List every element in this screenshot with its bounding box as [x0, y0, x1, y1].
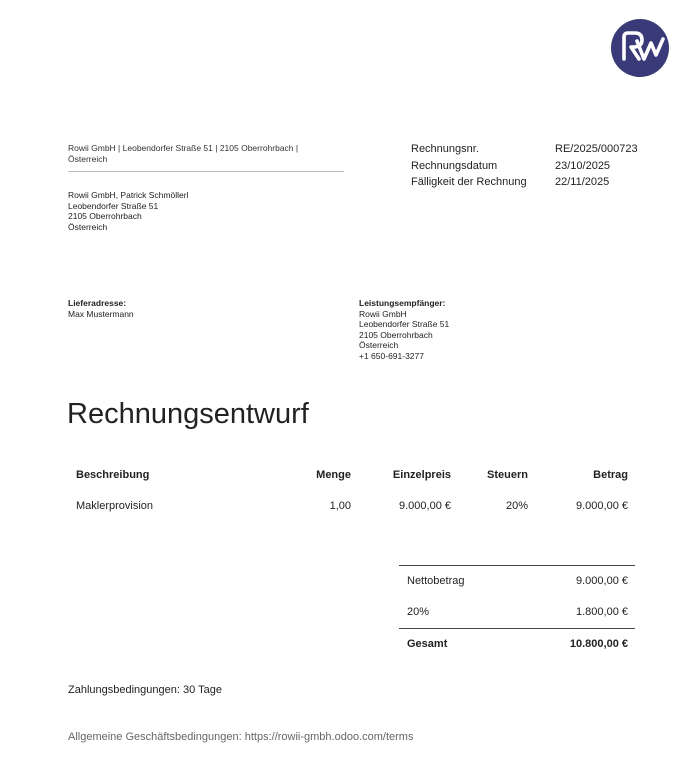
- header-quantity: Menge: [316, 469, 351, 481]
- net-amount-label: Nettobetrag: [407, 575, 465, 587]
- recipient-line: Leobendorfer Straße 51: [359, 319, 450, 329]
- customer-address-line: Rowii GmbH, Patrick Schmöllerl: [68, 190, 189, 200]
- sender-address-line: [68, 143, 344, 172]
- invoice-due-label: Fälligkeit der Rechnung: [411, 176, 527, 188]
- document-title: Rechnungsentwurf: [67, 398, 309, 430]
- header-amount: Betrag: [593, 469, 628, 481]
- customer-address-line: 2105 Oberrohrbach: [68, 211, 142, 221]
- delivery-address: [68, 298, 134, 319]
- recipient-line: Österreich: [359, 340, 399, 350]
- customer-address-line: Österreich: [68, 221, 108, 232]
- company-logo: [611, 19, 669, 77]
- payment-terms: Zahlungsbedingungen: 30 Tage: [68, 684, 222, 696]
- net-amount-row: [407, 575, 628, 587]
- customer-address: [68, 190, 188, 232]
- total-row: [407, 638, 628, 650]
- invoice-date-row: [411, 158, 638, 175]
- tax-amount-value: 1.800,00 €: [576, 606, 628, 618]
- recipient-phone: +1 650-691-3277: [359, 350, 424, 361]
- header-taxes: Steuern: [487, 469, 528, 481]
- sender-line-1: Rowii GmbH | Leobendorfer Straße 51 | 2105 Oberrohrbach |: [68, 143, 299, 153]
- service-recipient: [359, 298, 449, 361]
- net-amount-value: 9.000,00 €: [576, 575, 628, 587]
- delivery-label: Lieferadresse:: [68, 298, 127, 308]
- header-description: Beschreibung: [76, 469, 150, 481]
- tax-amount-row: [407, 606, 628, 618]
- line-description: Maklerprovision: [76, 500, 154, 512]
- recipient-line: Rowii GmbH: [359, 308, 407, 319]
- terms-and-conditions: Allgemeine Geschäftsbedingungen: https://rowii-gmbh.odoo.com/terms: [68, 731, 414, 743]
- invoice-date-label: Rechnungsdatum: [411, 159, 498, 172]
- header-unit-price: Einzelpreis: [392, 469, 451, 481]
- invoice-date-value: 23/10/2025: [555, 159, 611, 172]
- line-quantity: 1,00: [329, 500, 351, 512]
- recipient-line: 2105 Oberrohrbach: [359, 329, 433, 340]
- line-unit-price: 9.000,00 €: [399, 500, 451, 512]
- total-divider: [399, 628, 635, 629]
- recipient-label: Leistungsempfänger:: [359, 298, 446, 308]
- line-taxes: 20%: [505, 500, 528, 512]
- customer-address-line: Leobendorfer Straße 51: [68, 200, 159, 211]
- invoice-number-row: [411, 141, 638, 158]
- invoice-due-value: 22/11/2025: [555, 176, 610, 188]
- tax-amount-label: 20%: [407, 606, 430, 618]
- invoice-number-value: RE/2025/000723: [555, 143, 638, 155]
- sender-line-2: Österreich: [68, 154, 108, 164]
- invoice-due-row: [411, 174, 638, 191]
- delivery-name: Max Mustermann: [68, 308, 134, 319]
- total-label: Gesamt: [407, 638, 448, 650]
- line-amount: 9.000,00 €: [576, 500, 628, 512]
- invoice-number-label: Rechnungsnr.: [411, 143, 479, 155]
- totals-divider: [399, 565, 635, 566]
- total-value: 10.800,00 €: [569, 638, 628, 650]
- invoice-meta: [411, 141, 638, 191]
